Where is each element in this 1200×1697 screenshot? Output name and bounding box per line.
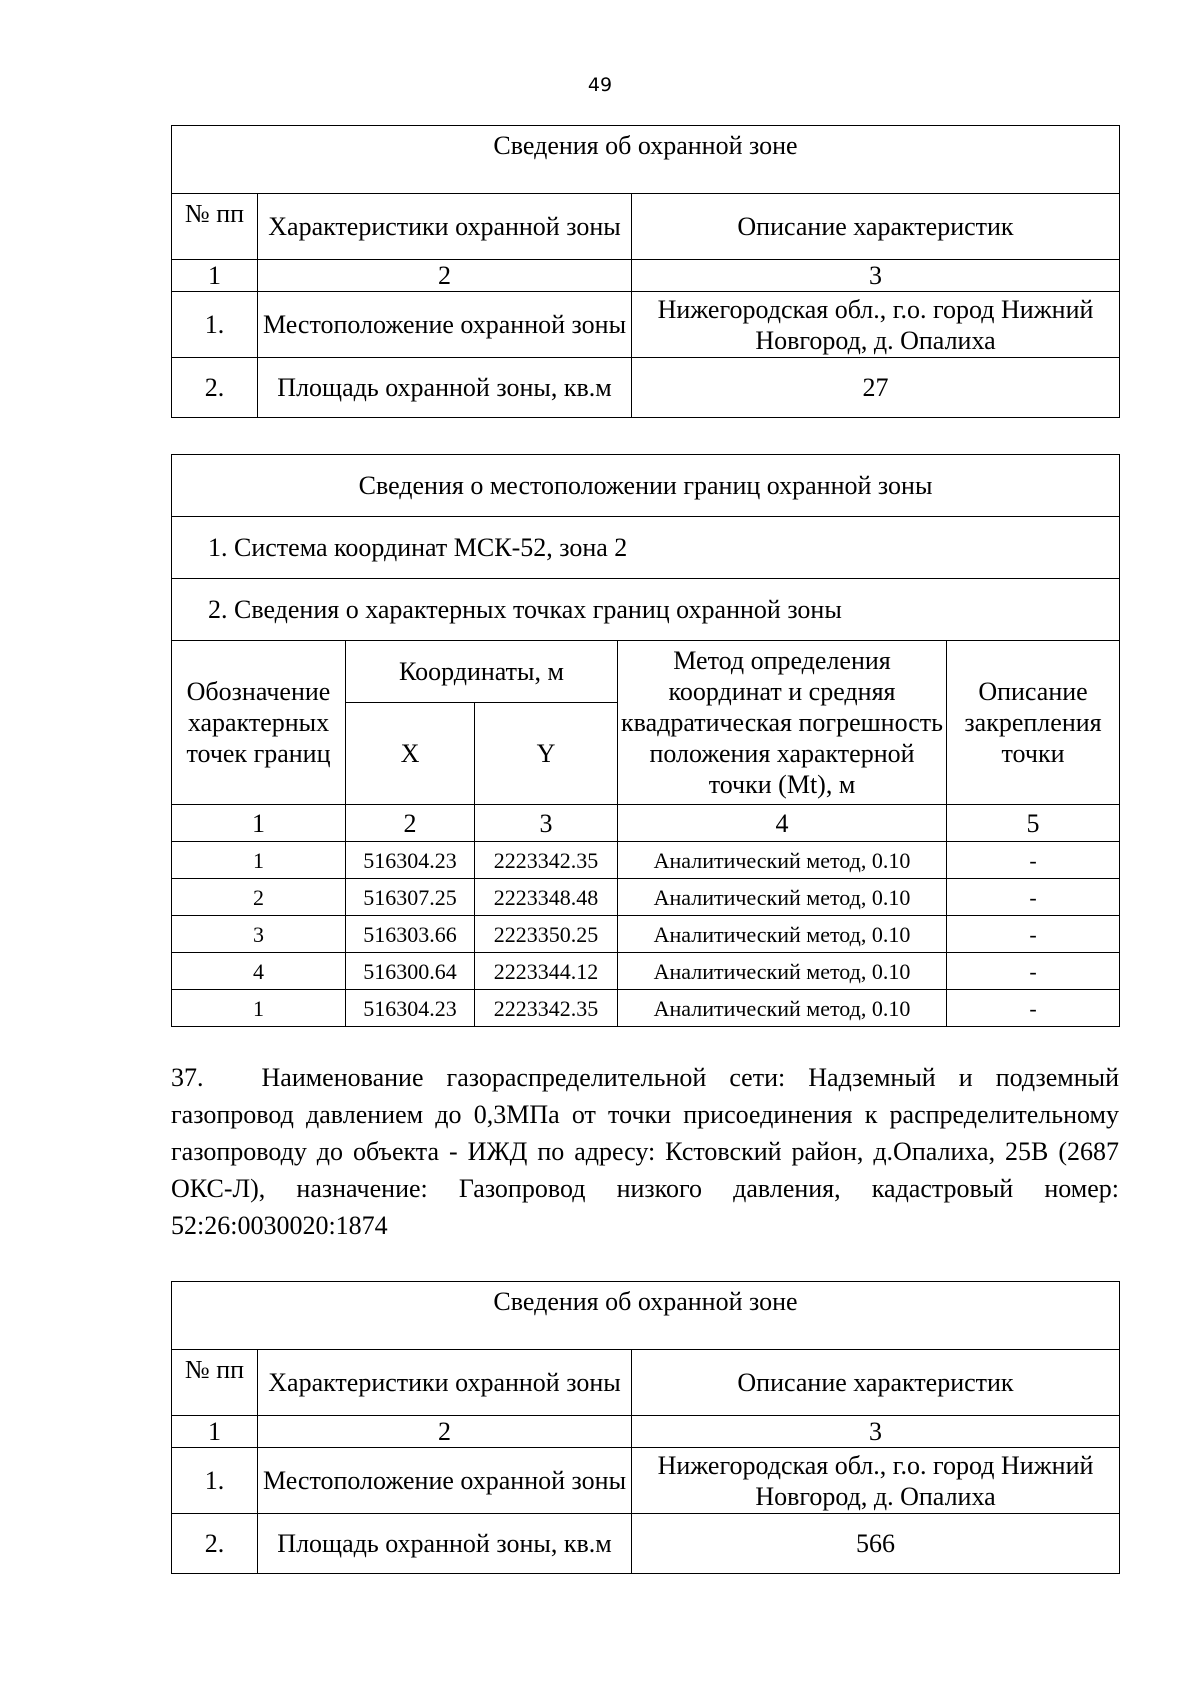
- paragraph-text: Наименование газораспределительной сети: Надземный и подземный газопровод давлением до 0,3МПа от точки присоединения к распределительному газопроводу до объекта - ИЖД по адресу: Кстовский район, д.Опалиха, 25В (2687 ОКС-Л), назначение: Газопровод низкого давления, кадастровый номер: 52:26:0030020:1874: [171, 1063, 1119, 1240]
- table-caption: Сведения об охранной зоне: [172, 126, 1120, 194]
- boundary-points-table: [171, 454, 1120, 1027]
- header-description: Описание характеристик: [632, 1350, 1120, 1416]
- row-name: Местоположение охранной зоны: [258, 292, 632, 358]
- point-method: Аналитический метод, 0.10: [618, 916, 947, 953]
- point-y: 2223348.48: [475, 879, 618, 916]
- points-caption: 2. Сведения о характерных точках границ охранной зоны: [172, 579, 1120, 641]
- table-caption: Сведения об охранной зоне: [172, 1282, 1120, 1350]
- header-characteristics: Характеристики охранной зоны: [258, 194, 632, 260]
- protected-zone-table-2: [171, 1281, 1120, 1574]
- header-x: X: [346, 703, 475, 805]
- header-num: № пп: [172, 1350, 258, 1416]
- row-value: Нижегородская обл., г.о. город Нижний Новгород, д. Опалиха: [632, 292, 1120, 358]
- column-number: 2: [258, 1416, 632, 1448]
- point-x: 516304.23: [346, 842, 475, 879]
- page-number: 49: [587, 74, 613, 96]
- row-name: Местоположение охранной зоны: [258, 1448, 632, 1514]
- point-method: Аналитический метод, 0.10: [618, 953, 947, 990]
- point-id: 1: [172, 842, 346, 879]
- coordinate-system: 1. Система координат МСК-52, зона 2: [172, 517, 1120, 579]
- protected-zone-table-1: [171, 125, 1120, 418]
- row-value: 27: [632, 358, 1120, 418]
- point-y: 2223342.35: [475, 990, 618, 1027]
- table-caption: Сведения о местоположении границ охранной зоны: [172, 455, 1120, 517]
- header-num: № пп: [172, 194, 258, 260]
- table-row: [172, 916, 1120, 953]
- column-number: 3: [632, 1416, 1120, 1448]
- table-row: [172, 879, 1120, 916]
- point-id: 4: [172, 953, 346, 990]
- point-method: Аналитический метод, 0.10: [618, 842, 947, 879]
- row-name: Площадь охранной зоны, кв.м: [258, 1514, 632, 1574]
- row-num: 1.: [172, 292, 258, 358]
- point-fixing: -: [947, 916, 1120, 953]
- header-fixing: Описание закрепления точки: [947, 641, 1120, 805]
- point-y: 2223344.12: [475, 953, 618, 990]
- column-number: 2: [346, 805, 475, 842]
- point-method: Аналитический метод, 0.10: [618, 879, 947, 916]
- table-row: [172, 842, 1120, 879]
- table-row: [172, 990, 1120, 1027]
- point-method: Аналитический метод, 0.10: [618, 990, 947, 1027]
- point-y: 2223342.35: [475, 842, 618, 879]
- point-id: 1: [172, 990, 346, 1027]
- row-value: 566: [632, 1514, 1120, 1574]
- header-designation: Обозначение характерных точек границ: [172, 641, 346, 805]
- column-number: 1: [172, 1416, 258, 1448]
- column-number: 3: [632, 260, 1120, 292]
- point-x: 516300.64: [346, 953, 475, 990]
- column-number: 5: [947, 805, 1120, 842]
- header-description: Описание характеристик: [632, 194, 1120, 260]
- table-row: [172, 953, 1120, 990]
- point-id: 3: [172, 916, 346, 953]
- point-fixing: -: [947, 953, 1120, 990]
- column-number: 4: [618, 805, 947, 842]
- header-coordinates: Координаты, м: [346, 641, 618, 703]
- point-x: 516303.66: [346, 916, 475, 953]
- point-x: 516304.23: [346, 990, 475, 1027]
- point-y: 2223350.25: [475, 916, 618, 953]
- header-method: Метод определения координат и средняя квадратическая погрешность положения характерной точки (Mt), м: [618, 641, 947, 805]
- paragraph-number: 37.: [171, 1063, 204, 1092]
- column-number: 3: [475, 805, 618, 842]
- point-fixing: -: [947, 879, 1120, 916]
- header-y: Y: [475, 703, 618, 805]
- row-num: 2.: [172, 1514, 258, 1574]
- row-num: 1.: [172, 1448, 258, 1514]
- row-num: 2.: [172, 358, 258, 418]
- row-value: Нижегородская обл., г.о. город Нижний Новгород, д. Опалиха: [632, 1448, 1120, 1514]
- point-fixing: -: [947, 842, 1120, 879]
- point-x: 516307.25: [346, 879, 475, 916]
- header-characteristics: Характеристики охранной зоны: [258, 1350, 632, 1416]
- network-description: [171, 1059, 1119, 1244]
- column-number: 2: [258, 260, 632, 292]
- column-number: 1: [172, 805, 346, 842]
- point-fixing: -: [947, 990, 1120, 1027]
- point-id: 2: [172, 879, 346, 916]
- column-number: 1: [172, 260, 258, 292]
- row-name: Площадь охранной зоны, кв.м: [258, 358, 632, 418]
